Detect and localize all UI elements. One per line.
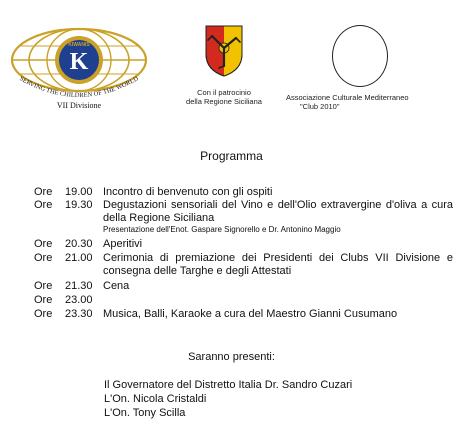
programma-title: Programma [200,149,263,163]
time-value: 23.30 [65,308,93,320]
region-caption-line1: Con il patrocinio [197,88,251,97]
region-caption [168,88,280,106]
time-value: 20.30 [65,238,93,250]
guest-item: Il Governatore del Distretto Italia Dr. Sandro Cuzari [104,379,353,391]
club-caption [286,93,458,111]
time-value: 21.30 [65,280,93,292]
activity-text: Cerimonia di premiazione dei Presidenti dei Clubs VII Divisione e consegna delle Targhe e degli Attestati [103,252,453,277]
club-logo-circle [332,25,388,87]
kiwanis-logo [8,22,150,112]
guest-item: L'On. Nicola Cristaldi [104,393,207,405]
ore-label: Ore [34,252,53,264]
club-caption-line2: "Club 2010" [300,102,340,111]
activity-subtext: Presentazione dell'Enot. Gaspare Signorello e Dr. Antonino Maggio [103,225,341,234]
kiwanis-brand-word: KIWANIS [68,42,90,48]
kiwanis-letter: K [69,49,89,75]
club-caption-line1: Associazione Culturale Mediterraneo [286,93,409,102]
activity-text [103,199,453,235]
region-logo [188,20,260,80]
time-value: 19.00 [65,186,93,198]
activity-text: Musica, Balli, Karaoke a cura del Maestro Gianni Cusumano [103,308,398,320]
time-value: 23.00 [65,294,93,306]
ore-label: Ore [34,308,53,320]
activity-text: Incontro di benvenuto con gli ospiti [103,186,273,198]
activity-text: Cena [103,280,130,292]
kiwanis-ring-text: SERVING THE CHILDREN OF THE WORLD [18,75,140,100]
region-caption-line2: della Regione Siciliana [186,97,262,106]
ore-label: Ore [34,280,53,292]
trinacria-shield-icon [188,20,260,80]
time-value: 21.00 [65,252,93,264]
time-value: 19.30 [65,199,93,211]
kiwanis-division: VII Divisione [56,101,102,110]
ore-label: Ore [34,186,53,198]
activity-main: Degustazioni sensoriali del Vino e dell'Olio extravergine d'oliva a cura della Regione Siciliana [103,199,453,224]
presenti-title: Saranno presenti: [188,351,275,363]
kiwanis-globe-icon [8,22,150,112]
guest-item: L'On. Tony Scilla [104,407,186,419]
ore-label: Ore [34,238,53,250]
activity-text: Aperitivi [103,238,143,250]
ore-label: Ore [34,199,53,211]
ore-label: Ore [34,294,53,306]
